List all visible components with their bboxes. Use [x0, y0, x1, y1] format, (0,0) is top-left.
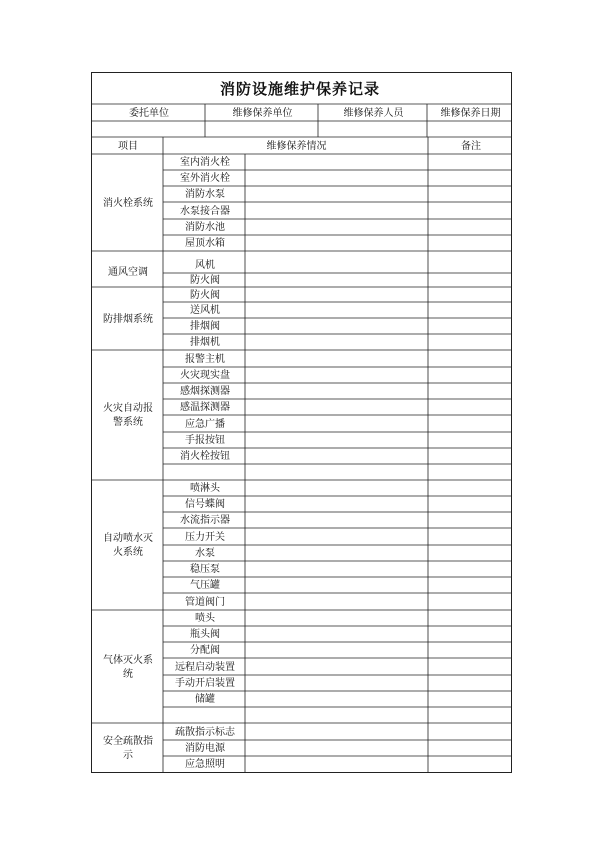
item-label: 感烟探测器: [180, 386, 230, 397]
category-name-line: 安全疏散指: [103, 735, 153, 747]
maintenance-record-form: [91, 72, 512, 773]
item-label: 应急广播: [185, 418, 225, 430]
category-name: [92, 735, 164, 763]
item-label: 压力开关: [185, 531, 225, 543]
item-label: 储罐: [195, 694, 215, 705]
item-label: 水流指示器: [180, 515, 230, 526]
item-label: 分配阀: [190, 645, 220, 656]
column-status-label: 维修保养情况: [266, 141, 327, 152]
client-label: 委托单位: [129, 108, 169, 119]
item-label: 疏散指示标志: [175, 726, 235, 738]
category-name-line: 统: [123, 668, 133, 680]
item-label: 送风机: [190, 305, 220, 316]
item-label: 远程启动装置: [175, 661, 235, 673]
category-name-line: 通风空调: [108, 266, 148, 278]
item-label: 水泵: [195, 548, 215, 559]
category-name-line: 示: [123, 749, 133, 761]
category-name: [92, 313, 164, 327]
item-label: 风机: [195, 259, 215, 271]
item-label: 火灾现实盘: [180, 370, 230, 381]
category-name: [92, 402, 164, 430]
item-label: 室外消火栓: [180, 173, 230, 184]
item-label: 水泵接合器: [180, 205, 230, 217]
item-label: 稳压泵: [190, 564, 220, 575]
category-name: [92, 654, 164, 682]
item-label: 瓶头阀: [190, 629, 220, 640]
category-name-line: 火系统: [113, 547, 143, 558]
item-label: 喷淋头: [190, 483, 220, 494]
item-label: 手动开启装置: [175, 678, 235, 689]
category-name: [92, 266, 164, 280]
maint-person-label: 维修保养人员: [343, 108, 404, 119]
form-title: 消防设施维护保养记录: [219, 80, 380, 98]
item-label: 排烟阀: [190, 321, 220, 332]
item-label: 消火栓按钮: [180, 451, 230, 462]
category-name-line: 自动喷水灭: [103, 533, 153, 544]
item-label: 防火阀: [190, 289, 220, 301]
item-label: 室内消火栓: [180, 157, 230, 168]
maint-unit-label: 维修保养单位: [232, 108, 293, 119]
category-name-line: 气体灭火系: [103, 654, 153, 666]
item-label: 报警主机: [185, 353, 225, 365]
item-label: 手报按钮: [185, 435, 225, 446]
category-name-line: 警系统: [113, 417, 143, 428]
item-label: 排烟机: [190, 337, 220, 348]
category-name-line: 火灾自动报: [103, 403, 153, 414]
item-label: 管道阀门: [185, 596, 225, 608]
item-label: 消防水池: [185, 222, 225, 233]
maint-date-label: 维修保养日期: [440, 108, 501, 119]
item-label: 喷头: [195, 613, 215, 624]
item-label: 消防水泵: [185, 189, 225, 200]
category-name: [92, 532, 164, 560]
column-item-label: 项目: [118, 141, 138, 152]
item-label: 应急照明: [185, 759, 225, 770]
category-name-line: 消火栓系统: [103, 197, 153, 209]
item-label: 信号蝶阀: [185, 499, 225, 510]
category-name-line: 防排烟系统: [103, 313, 153, 325]
item-label: 消防电源: [185, 743, 225, 754]
item-label: 气压罐: [190, 580, 220, 591]
item-label: 防火阀: [190, 275, 220, 286]
column-notes-label: 备注: [461, 141, 481, 152]
item-label: 感温探测器: [180, 402, 230, 413]
item-label: 屋顶水箱: [185, 238, 225, 249]
category-name: [92, 197, 164, 211]
